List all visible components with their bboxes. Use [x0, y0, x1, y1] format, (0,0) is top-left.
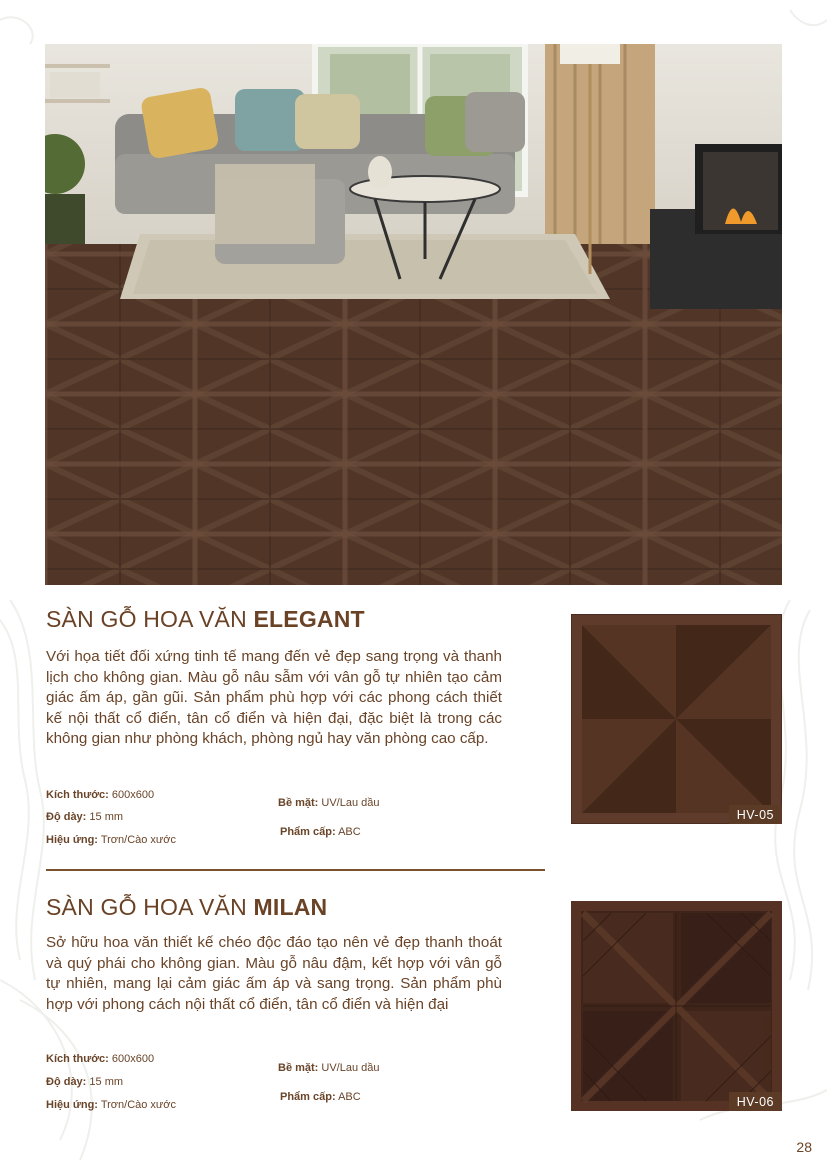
swatch-hv-05 [571, 614, 782, 824]
swatch-hv-06 [571, 901, 782, 1111]
product-description-milan: Sở hữu hoa văn thiết kế chéo độc đáo tạo nên vẻ đẹp thanh thoát và quý phái cho không gian. Màu gỗ nâu đậm, kết hợp với vân gỗ tự nhiên, mang lại cảm giác ấm áp và sang trọng. Sản phẩm phù hợp với phong cách nội thất cổ điển, tân cổ điển và hiện đại [46, 934, 502, 1013]
section-divider [46, 869, 545, 871]
spec-effect: Hiệu ứng: Trơn/Cào xước [46, 1099, 176, 1111]
spec-effect: Hiệu ứng: Trơn/Cào xước [46, 834, 176, 846]
hero-room-photo [45, 44, 782, 585]
spec-grade: Phẩm cấp: ABC [280, 1091, 361, 1103]
product-title-elegant: SÀN GỖ HOA VĂN ELEGANT [46, 606, 365, 632]
parquet-star-pattern [571, 614, 782, 824]
product-title-milan: SÀN GỖ HOA VĂN MILAN [46, 894, 328, 920]
product-code-badge: HV-06 [729, 1092, 782, 1111]
spec-surface: Bề mặt: UV/Lau dầu [278, 797, 380, 809]
product-description-elegant: Với họa tiết đối xứng tinh tế mang đến vẻ đẹp sang trọng và thanh lịch cho không gian. Màu gỗ nâu sẫm với vân gỗ tự nhiên tạo cảm giác ấm áp, gần gũi. Sản phẩm phù hợp với các phong cách thiết kế nội thất cổ điển, tân cổ điển và hiện đại, đặc biệt là trong các không gian như phòng khách, phòng ngủ hay văn phòng cao cấp. [46, 648, 502, 747]
spec-size: Kích thước: 600x600 [46, 1053, 155, 1065]
spec-grade: Phẩm cấp: ABC [280, 826, 361, 838]
spec-size: Kích thước: 600x600 [46, 789, 155, 801]
parquet-cross-pattern [571, 901, 782, 1111]
spec-thickness: Độ dày: 15 mm [46, 1076, 124, 1088]
page-number: 28 [796, 1139, 812, 1155]
product-code-badge: HV-05 [729, 805, 782, 824]
spec-thickness: Độ dày: 15 mm [46, 811, 124, 823]
spec-surface: Bề mặt: UV/Lau dầu [278, 1062, 380, 1074]
